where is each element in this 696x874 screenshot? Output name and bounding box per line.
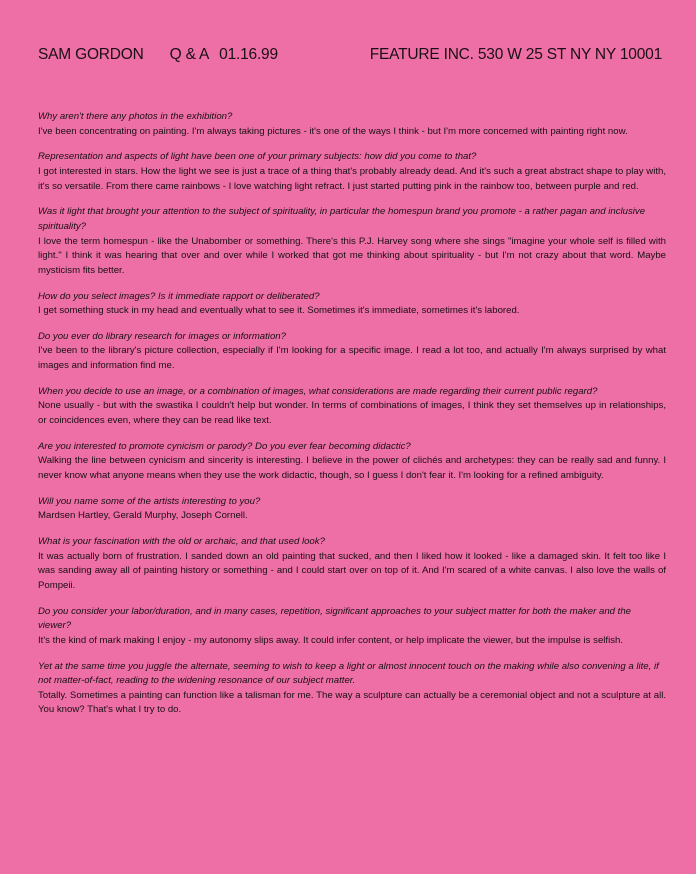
answer: I got interested in stars. How the light we see is just a trace of a thing that's probably already dead. And it's such a great abstract shape to play with, it's so versatile. From there came rainbows - I love watching light refract. I just started putting pink in the rainbow too, between purple and red. [38, 165, 666, 192]
question: Are you interested to promote cynicism or parody? Do you ever fear becoming didactic? [38, 440, 411, 452]
question: How do you select images? Is it immediate rapport or deliberated? [38, 290, 320, 302]
qa-item [38, 440, 666, 484]
question: Why aren't there any photos in the exhibition? [38, 111, 233, 122]
question: Do you ever do library research for images or information? [38, 330, 286, 342]
answer: Totally. Sometimes a painting can function like a talisman for me. The way a sculpture can actually be a ceremonial object and not a sculpture at all. You know? That's what I try to do. [38, 689, 666, 716]
question: Will you name some of the artists interesting to you? [38, 495, 261, 507]
qa-item [38, 660, 666, 718]
answer: Walking the line between cynicism and sincerity is interesting. I believe in the power of clichés and archetypes: they can be really sad and funny. I never know what anyone means when they use the work didactic, though, so I guess I don't fear it. I'm looking for a refined ambiguity. [38, 455, 666, 481]
qa-item [38, 290, 666, 319]
document-header [38, 46, 662, 70]
question: Representation and aspects of light have been one of your primary subjects: how did you come to that? [38, 151, 477, 163]
answer: I've been concentrating on painting. I'm always taking pictures - it's one of the ways I think - but I'm more concerned with painting right now. [38, 125, 628, 137]
answer: It was actually born of frustration. I sanded down an old painting that sucked, and then I liked how it looked - like a damaged skin. It felt too like I was sanding away all of painting history or something - and I could start over on top of it. And I'm scared of a white canvas. I also love the walls of Pompeii. [38, 550, 666, 591]
qa-item [38, 385, 666, 429]
qa-label: Q & A [169, 46, 210, 63]
question: What is your fascination with the old or archaic, and that used look? [38, 536, 325, 548]
qa-item [38, 495, 666, 524]
qa-item [38, 330, 666, 374]
question: Was it light that brought your attention to the subject of spirituality, in particular the homespun brand you promote - a rather pagan and inclusive spirituality? [38, 206, 646, 232]
answer: I love the term homespun - like the Unabomber or something. There's this P.J. Harvey song where she sings "imagine your whole self is filled with light." I think it was hearing that over and over while I worked that got me thinking about spirituality - but I'm not crazy about that word. Maybe mysticism fits better. [38, 235, 666, 276]
artist-name: SAM GORDON [38, 46, 144, 63]
qa-item [38, 535, 666, 593]
qa-item [38, 205, 666, 278]
question: When you decide to use an image, or a combination of images, what considerations are made regarding their current public regard? [38, 385, 598, 397]
answer: It's the kind of mark making I enjoy - my autonomy slips away. It could infer content, or help implicate the viewer, but the impulse is selfish. [38, 634, 624, 646]
qa-list [38, 110, 666, 729]
qa-item [38, 150, 666, 194]
question: Do you consider your labor/duration, and in many cases, repetition, significant approaches to your subject matter for both the maker and the viewer? [38, 605, 632, 632]
question: Yet at the same time you juggle the alternate, seeming to wish to keep a light or almost innocent touch on the making while also convening a lite, if not matter-of-fact, reading to the widening resonance of our subject matter. [38, 660, 659, 687]
qa-item [38, 110, 666, 139]
header-left [38, 46, 278, 64]
qa-item [38, 605, 666, 649]
answer: None usually - but with the swastika I couldn't help but wonder. In terms of combinations of images, I think they set themselves up in relationships, or coincidences even, where they can be read like text. [38, 400, 666, 427]
answer: I get something stuck in my head and eventually what to see it. Sometimes it's immediate, sometimes it's labored. [38, 305, 520, 317]
answer: Mardsen Hartley, Gerald Murphy, Joseph Cornell. [38, 510, 248, 522]
interview-date: 01.16.99 [219, 46, 278, 63]
venue-address: FEATURE INC. 530 W 25 ST NY NY 10001 [369, 46, 662, 63]
answer: I've been to the library's picture collection, especially if I'm looking for a specific image. I read a lot too, and actually I'm always surprised by what images and information find me. [38, 345, 666, 372]
